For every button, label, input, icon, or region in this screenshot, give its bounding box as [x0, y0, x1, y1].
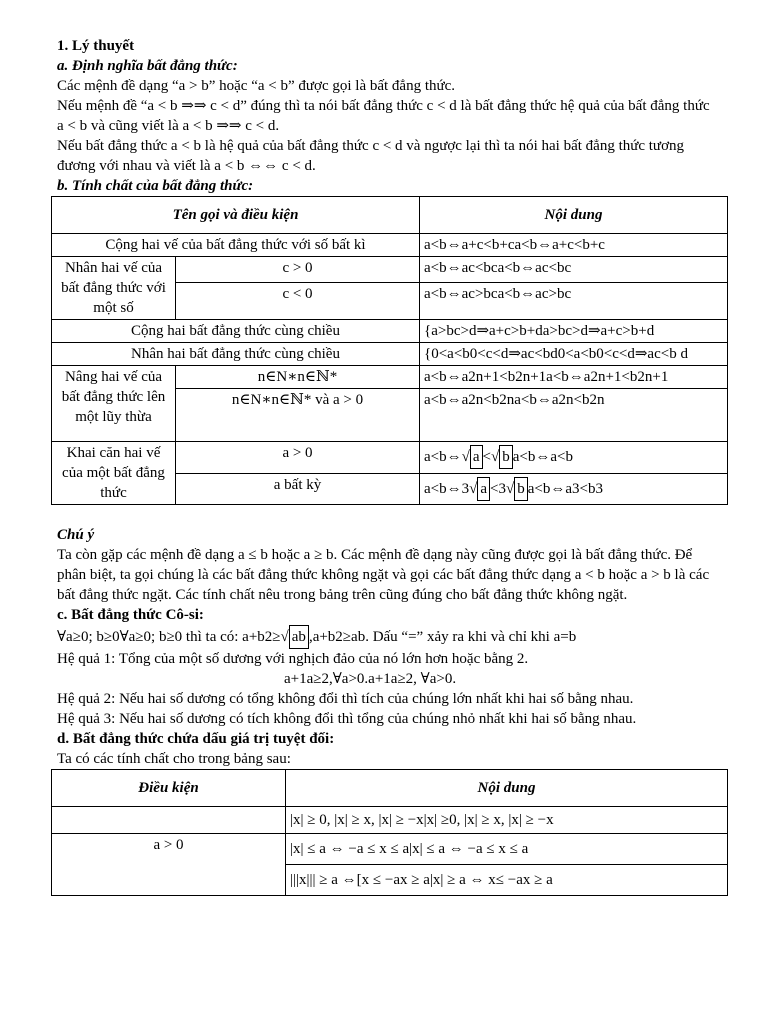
- formula-text: ,a+b2≥ab. Dấu “=” xảy ra khi và chỉ khi a=b: [308, 629, 577, 645]
- row-content: a<b⇔a2n+1<b2n+1a<b⇔a2n+1<b2n+1: [420, 366, 728, 389]
- row-condition: a > 0: [176, 442, 420, 474]
- row-content: {a>bc>d⇒a+c>b+da>bc>d⇒a+c>b+d: [420, 320, 728, 343]
- row-condition: c < 0: [176, 283, 420, 320]
- row-content: |x| ≥ 0, |x| ≥ x, |x| ≥ −x|x| ≥0, |x| ≥ x, |x| ≥ −x: [286, 807, 728, 834]
- row-content: a<b⇔a2n<b2na<b⇔a2n<b2n: [420, 389, 728, 442]
- row-content: a<b⇔a+c<b+ca<b⇔a+c<b+c: [420, 234, 728, 257]
- row-name: Nhân hai vế của bất đẳng thức với một số: [52, 257, 176, 320]
- header-condition: Điều kiện: [52, 770, 286, 807]
- row-content: {0<a<b0<c<d⇒ac<bd0<a<b0<c<d⇒ac<b d: [420, 343, 728, 366]
- note-heading: Chú ý: [57, 527, 95, 543]
- header-name: Tên gọi và điều kiện: [52, 197, 420, 234]
- subsection-c-heading: c. Bất đẳng thức Cô-si:: [57, 607, 204, 623]
- row-content: [420, 442, 728, 474]
- corollary-3: Hệ quả 3: Nếu hai số dương có tích không đổi thì tổng của chúng nhỏ nhất khi hai số bằng nhau.: [57, 711, 637, 727]
- table-row: [52, 366, 728, 389]
- table-row: [52, 343, 728, 366]
- document-page: [57, 36, 719, 896]
- table-row: [52, 834, 728, 865]
- radicand-box: a: [477, 477, 490, 501]
- subsection-a-heading: a. Định nghĩa bất đẳng thức:: [57, 58, 238, 74]
- table-row: [52, 320, 728, 343]
- spacer: [57, 505, 719, 525]
- properties-table: [51, 196, 728, 505]
- row-content: a<b⇔ac<bca<b⇔ac<bc: [420, 257, 728, 283]
- row-name: Khai căn hai vế của một bất đẳng thức: [52, 442, 176, 505]
- formula-text: ∀a≥0; b≥0∀a≥0; b≥0 thì ta có: a+b2≥√: [57, 629, 289, 645]
- row-name: Cộng hai bất đẳng thức cùng chiều: [52, 320, 420, 343]
- row-condition: a bất kỳ: [176, 473, 420, 505]
- row-name: Nhân hai bất đẳng thức cùng chiều: [52, 343, 420, 366]
- subsection-b-heading: b. Tính chất của bất đẳng thức:: [57, 178, 254, 194]
- radicand-box: a: [470, 445, 483, 469]
- row-content: [420, 473, 728, 505]
- radicand-box: b: [499, 445, 513, 469]
- formula-text: a<b⇔a<b: [512, 449, 573, 466]
- table-row: [52, 807, 728, 834]
- row-content: |||x||| ≥ a ⇔[x ≤ −ax ≥ a|x| ≥ a ⇔ x≤ −ax ≥ a: [286, 865, 728, 896]
- radicand-box: ab: [289, 625, 309, 649]
- formula-text: a<b⇔3√: [424, 480, 478, 497]
- radicand-box: b: [514, 477, 528, 501]
- table-header-row: [52, 770, 728, 807]
- row-condition: [52, 807, 286, 834]
- subsection-d-heading: d. Bất đẳng thức chứa dấu giá trị tuyệt đối:: [57, 731, 335, 747]
- formula-text: <√: [482, 449, 500, 466]
- row-name: Nâng hai vế của bất đẳng thức lên một lũy thừa: [52, 366, 176, 442]
- corollary-2: Hệ quả 2: Nếu hai số dương có tổng không đổi thì tích của chúng lớn nhất khi hai số bằng nhau.: [57, 691, 634, 707]
- subsection-d-intro: Ta có các tính chất cho trong bảng sau:: [57, 751, 291, 767]
- formula-text: a<b⇔√: [424, 449, 470, 466]
- header-content: Nội dung: [286, 770, 728, 807]
- row-condition: a > 0: [52, 834, 286, 896]
- absolute-value-table: [51, 769, 728, 896]
- corollary-1: Hệ quả 1: Tổng của một số dương với nghịch đảo của nó lớn hơn hoặc bằng 2.: [57, 651, 529, 667]
- table-row: [52, 257, 728, 283]
- note-paragraph: Ta còn gặp các mệnh đề dạng a ≤ b hoặc a ≥ b. Các mệnh đề dạng này cũng được gọi là bất đẳng thức. Để phân biệt, ta gọi chúng là các bất đẳng thức không ngặt và gọi các bất đẳng thức dạng a < b hoặc a > b là các bất đẳng thức ngặt. Các tính chất nêu trong bảng trên cũng đúng cho bất đẳng thức không ngặt.: [57, 547, 710, 603]
- row-content: |x| ≤ a ⇔ −a ≤ x ≤ a|x| ≤ a ⇔ −a ≤ x ≤ a: [286, 834, 728, 865]
- row-condition: n∈N∗n∈ℕ* và a > 0: [176, 389, 420, 442]
- formula-text: a<b⇔a3<b3: [527, 480, 603, 497]
- table-header-row: [52, 197, 728, 234]
- header-content: Nội dung: [420, 197, 728, 234]
- section-heading: 1. Lý thuyết: [57, 38, 135, 54]
- paragraph-a2: Nếu mệnh đề “a < b ⇒⇒ c < d” đúng thì ta nói bất đẳng thức c < d là bất đẳng thức hệ quả của bất đẳng thức a < b và cũng viết là a < b ⇒⇒ c < d.: [57, 98, 710, 134]
- paragraph-a3: Nếu bất đẳng thức a < b là hệ quả của bất đẳng thức c < d và ngược lại thì ta nói hai bất đẳng thức tương đương với nhau và viết là a < b ⇔⇔ c < d.: [57, 138, 684, 174]
- corollary-1-formula: a+1a≥2,∀a>0.a+1a≥2, ∀a>0.: [284, 671, 457, 687]
- paragraph-a1: Các mệnh đề dạng “a > b” hoặc “a < b” được gọi là bất đẳng thức.: [57, 78, 456, 94]
- row-content: a<b⇔ac>bca<b⇔ac>bc: [420, 283, 728, 320]
- formula-text: <3√: [490, 480, 515, 497]
- table-row: [52, 442, 728, 474]
- table-row: [52, 234, 728, 257]
- row-condition: c > 0: [176, 257, 420, 283]
- row-name: Cộng hai vế của bất đẳng thức với số bất kì: [52, 234, 420, 257]
- row-condition: n∈N∗n∈ℕ*: [176, 366, 420, 389]
- cosi-inequality: [57, 625, 719, 649]
